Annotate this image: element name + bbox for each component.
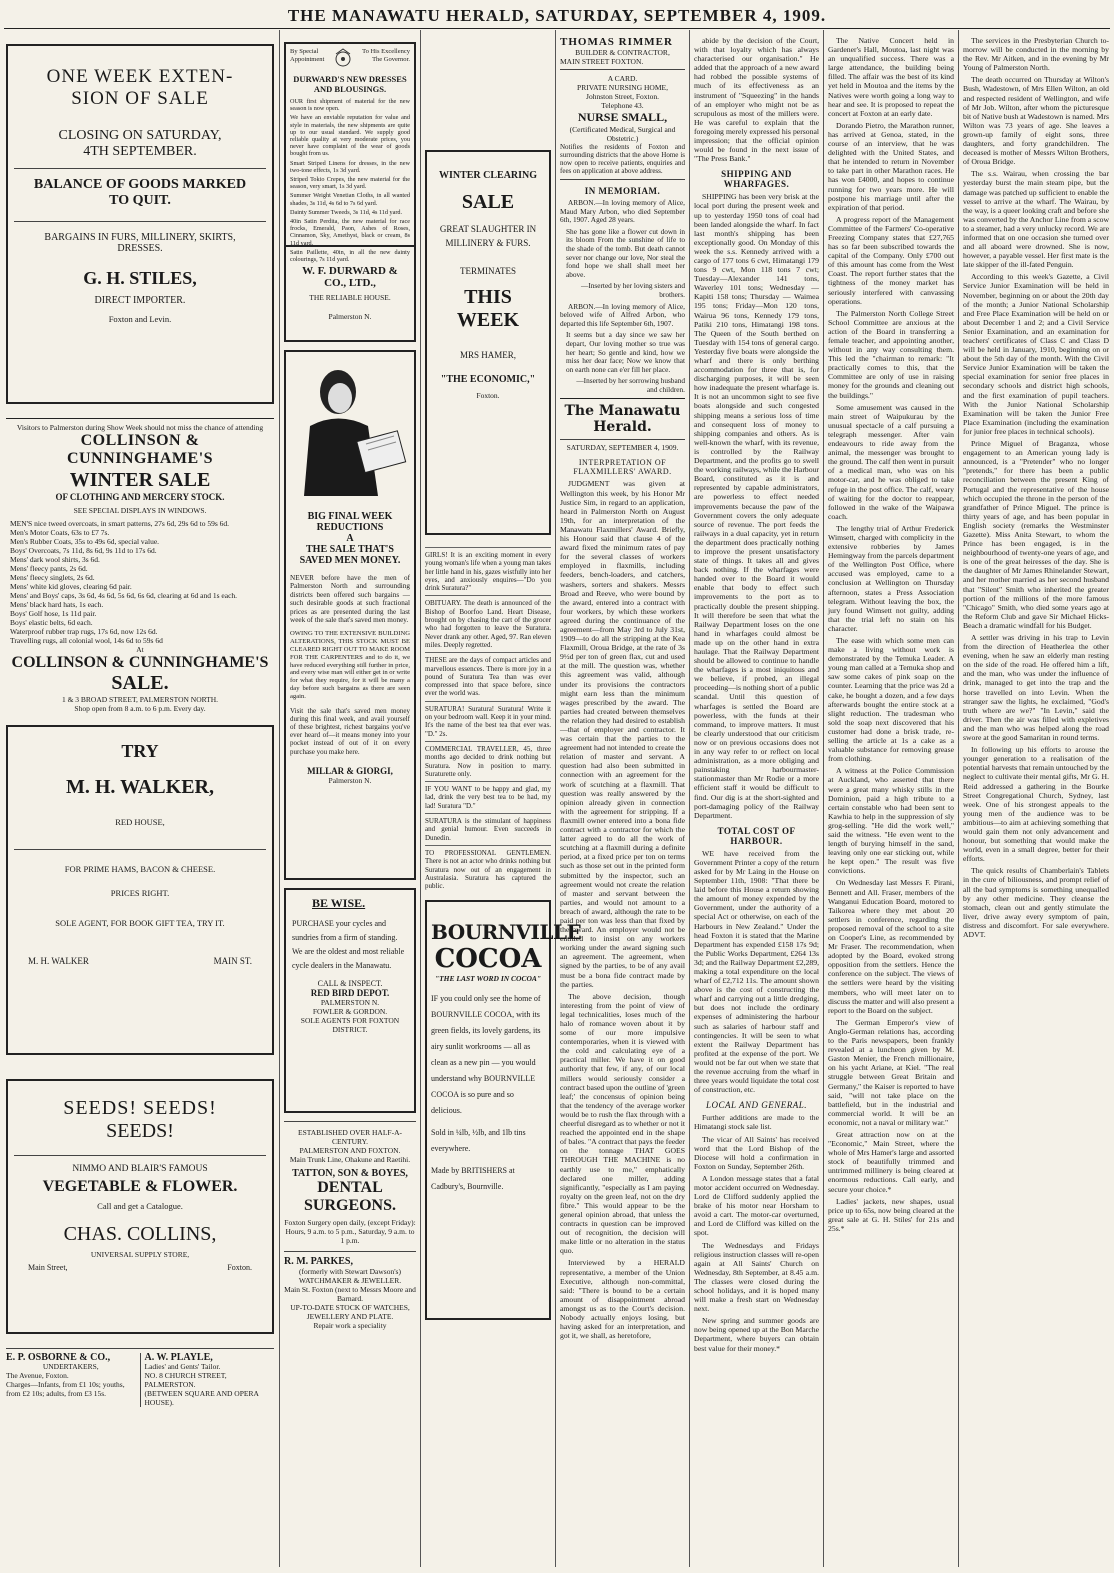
stiles-line: TO QUIT. <box>109 192 171 208</box>
rimmer-title: BUILDER & CONTRACTOR, <box>575 48 670 57</box>
collinson-at: At <box>136 644 144 654</box>
memoriam-notice: ARBON.—In loving memory of Alice, Maud Mary Arbon, who died September 6th, 1907. Aged 28 years. <box>560 198 685 225</box>
walker-name: M. H. WALKER, <box>66 775 214 798</box>
suratura-notice: THESE are the days of compact articles and marvellous essences. There is more joy in a pound of Suratura Tea than was ever compressed into that space before, since ever the world was. <box>425 652 551 697</box>
news-paragraph: Ladies' jackets, new shapes, usual price up to 65s, now being cleared at the great sale at G. H. Stiles' for 21s and 25s.* <box>828 1196 954 1233</box>
tatton-dental: DENTAL <box>317 1179 383 1196</box>
osborne-charges: Charges—Infants, from £1 10s; youths, from £2 10s; adults, from £3 15s. <box>6 1380 125 1399</box>
seeds-address-1: Main Street, <box>28 1262 68 1272</box>
wise-heading: BE WISE. <box>312 896 366 910</box>
nurse-home: PRIVATE NURSING HOME, <box>577 83 668 92</box>
column-rule <box>689 30 690 1567</box>
suratura-notices <box>425 547 551 890</box>
collinson-item: Boys' elastic belts, 6d each. <box>10 617 93 627</box>
memoriam-heading: IN MEMORIAM. <box>584 186 661 196</box>
durward-body <box>290 98 410 263</box>
durward-paragraph: We have an enviable reputation for value and style in materials, the new shipments are quite up to our usual standard. We supply good reliable quality at very moderate prices, you never have complaint of the wear of goods bought from us. <box>290 114 410 158</box>
durward-paragraph: Summer Weight Venetian Cloths, in all wanted shades, 3s 11d, 4s 6d to 7s 6d yard. <box>290 192 410 207</box>
nurse-card: A CARD. <box>607 74 638 83</box>
royal-crest-icon <box>332 48 354 68</box>
collinson-sale-2: SALE. <box>111 672 169 695</box>
hamer-line: GREAT SLAUGHTER IN <box>439 224 537 234</box>
herald-heading: INTERPRETATION OF FLAXMILLERS' AWARD. <box>573 458 672 477</box>
stiles-line: 4TH SEPTEMBER. <box>83 143 197 159</box>
editorial-paragraph: abide by the decision of the Court, with that loyalty which has always characterised our organisation." He added that the approach of a new award had robbed the possible systems of much of its effectiveness as an instrument of "Squeezing" in the hands of an employer who might not be as scrupulous as most of the millers were. He was careful to explain that the foregoing merely expressed his personal impression; that the official opinion would be found in the next issue of "The Press Bank." <box>694 36 819 164</box>
column-rule <box>555 30 556 1567</box>
durward-paragraph: OUR first shipment of material for the new season is now open. <box>290 98 410 113</box>
memoriam <box>560 199 685 394</box>
collinson-item: Mens' fleecy pants, 2s 6d. <box>10 563 88 573</box>
news-paragraph: The death occurred on Thursday at Wilton's Bush, Wadestown, of Mrs Ellen Wilton, an old and respected resident of Wellington, and wife of Mr Job. Wilton, after whom the picturesque bit of Native bush at Wadestown is named. Mrs Wilton was 73 years of age. She leaves a grown-up family of eight sons, three daughters, and forty grandchildren. The deceased is mother of Messrs Wilton Brothers, of Oroua Bridge. <box>963 75 1109 167</box>
millar-name: MILLAR & GIORGI, <box>307 765 393 776</box>
walker-try: TRY <box>121 741 159 762</box>
news-items <box>963 36 1109 939</box>
hamer-line: SALE <box>461 191 515 213</box>
seeds-line: NIMMO AND BLAIR'S FAMOUS <box>72 1164 208 1175</box>
hamer-line: "THE ECONOMIC," <box>440 374 536 385</box>
cocoa-title: COCOA <box>434 944 542 975</box>
rimmer-address: MAIN STREET FOXTON. <box>560 57 644 66</box>
shipping-heading: SHIPPING AND WHARFAGES. <box>721 169 792 190</box>
suratura-notice: COMMERCIAL TRAVELLER, 45, three months ago decided to drink nothing but Suratura. Now in position to marry. Suraturette only. <box>425 741 551 778</box>
column-6 <box>828 30 954 1567</box>
playle-advert <box>140 1353 275 1407</box>
cocoa-paragraph: Sold in ¼lb, ½lb, and 1lb tins everywhere. <box>431 1128 526 1154</box>
walker-advert <box>6 725 274 1055</box>
millar-visit: Visit the sale that's saved men money during this final week, and avail yourself of these brightest, richest bargains you've ever heard of—it means money into your pocket instead of out of it on every purchase you make here. <box>290 706 410 756</box>
cocoa-paragraph: Made by BRITISHERS at Cadbury's, Bournville. <box>431 1166 515 1192</box>
suratura-notice: GIRLS! It is an exciting moment in every young woman's life when a young man takes her little hand in his, gazes wistfully into her eyes, and anxiously enquires—"Do you drink Suratura?" <box>425 547 551 592</box>
parkes-address: Main St. Foxton (next to Messrs Moore and Barnard. <box>284 1285 416 1303</box>
shipping-paragraph: SHIPPING has been very brisk at the local port during the present week and up to yesterday 1950 tons of coal had been landed alongside the wharf. In fact last month's shipping has been exceptionally good. On Monday of this week the s.s. Kennedy arrived with a cargo of 177 tons 6 cwt, Himatangi 179 tons 9 cwt, Mon 118 tons 7 cwt; Tuesday—Alexander 141 tons, Waverley 101 tons; Wednesday — Kapiti 158 tons; Thursday — Waimea 195 tons; Friday—Mon 120 tons, Wairua 96 tons, Kennedy 179 tons, Patiki 210 tons, Himatangi 198 tons. The Queen of the South berthed on Tuesday with 154 tons of general cargo. Yesterday five boats were alongside the wharf and there is only berthing accommodation for three that is, for discharging purposes, it will be seen how inadequate the present wharfage is. It is not an uncommon sight to see five boats alongside and such congested shipping means a serious loss of time and consequent loss of money to shipping companies and others. As is well-known the wharf, with its revenue, is controlled by the Railway Department, and the profits go to swell the working railways, while the Harbour Board, constituted as it is and represented by capable administrators, are powerless to effect needed improvements because the paw of the Government covers the only adequate source of revenue. The port feeds the railways in a dual capacity, yet in return the department does practically nothing to improve the present unsatisfactory state of things. It takes all and gives back nothing. If the wharfages were handed over to the Board it would enable that body to effect such improvements to the port as to practically double the present shipping. It will therefore be seen that what the Railway Department loses on the one hand in wharfages could almost be made up on the other hand in extra haulage. That the Railway Department should be allowed to continue to handle the wharfages is a most iniquitous and we believe, if probed, an illegal proceeding—is nothing short of a public scandal. Until this question of wharfages is settled the Board are powerless, with the funds at their command, to improve matters. It must be clearly understood that our criticism now or on previous occasions does not in any way refer to or reflect on local administration, as a more obliging and painstaking harbourmaster-stationmaster than Mr Rodie or a more efficient staff it would be difficult to find. Our dig is at the short-sighted and port-damaging policy of the Railway Department. <box>694 192 819 820</box>
news-paragraph: Some amusement was caused in the main street of Waipukurau by the unusual spectacle of a calf pursuing a telegraph messenger. After vain endeavours to ride away from the animal, the messenger was brought to the ground. The calf then went in pursuit of a medical man, who was on his motor-car, and he was obliged to take refuge in the post office. The calf, weary of waiting for the doctor to reappear, followed in the wake of the Waipawa coach. <box>828 402 954 521</box>
news-paragraph: Great attraction now on at the "Economic," Main Street, where the whole of Mrs Hamer's large and assorted stock of beautifully trimmed and untrimmed millinery is being cleared at enormous reductions. Call early, and secure your choice.* <box>828 1129 954 1194</box>
walker-for: FOR PRIME HAMS, BACON & CHEESE. <box>64 863 216 874</box>
durward-paragraph: Striped Tokio Crepes, the new material for the season, very smart, 1s 3d yard. <box>290 176 410 191</box>
playle-name: A. W. PLAYLE, <box>144 1352 213 1364</box>
tatton-loc: PALMERSTON AND FOXTON. <box>299 1146 401 1155</box>
parkes-stock: UP-TO-DATE STOCK OF WATCHES, JEWELLERY AND PLATE. <box>290 1303 410 1321</box>
news-paragraph: The Palmerston North College Street School Committee are anxious at the action of the Board in transferring a female teacher, and appointing another, without in any way consulting them. This led the "chairman to remark: "It practically comes to this, that the Committee are only of use in raising money for the grounds and cleaning out the buildings." <box>828 308 954 400</box>
collinson-see: SEE SPECIAL DISPLAYS IN WINDOWS. <box>73 505 207 515</box>
divider <box>14 168 266 169</box>
collinson-intro: Visitors to Palmerston during Show Week should not miss the chance of attending <box>16 423 264 432</box>
man-reading-illustration <box>290 356 410 506</box>
wise-advert <box>284 888 416 1113</box>
collinson-name-2: COLLINSON & CUNNINGHAME'S <box>11 653 269 671</box>
herald-nameplate <box>560 398 685 440</box>
collinson-advert <box>6 418 274 713</box>
seeds-line: VEGETABLE & FLOWER. <box>42 1178 238 1196</box>
suratura-notice: OBITUARY. The death is announced of the Bishop of Boorfoo Land. Heart Disease, brought on by chasing the cart of the grocer who had forgotten to leave the Suratura. Never drank any other. Aged, 97. Ran eleven miles. Deeply regretted. <box>425 595 551 649</box>
harbour-heading: TOTAL COST OF HARBOUR. <box>717 825 796 846</box>
durward-heading: DURWARD'S NEW DRESSES AND BLOUSINGS. <box>293 74 407 94</box>
cocoa-paragraph: IF you could only see the home of BOURNVILLE COCOA, with its green fields, its lovely gardens, its airy sunlit workrooms — all as clean as a new pin — you would understand why BOURNVILLE COCOA is so pure and so delicious. <box>431 994 541 1116</box>
column-1 <box>6 30 274 1567</box>
stiles-line: DRESSES. <box>117 243 163 255</box>
memoriam-notice: ARBON.—In loving memory of Alice, beloved wife of Alfred Arbon, who departed this life September 6th, 1907. <box>560 301 685 328</box>
herald-date: SATURDAY, SEPTEMBER 4, 1909. <box>566 443 679 453</box>
masthead-rule <box>4 28 1110 29</box>
playle-title: Ladies' and Gents' Tailor. <box>144 1362 221 1372</box>
news-items <box>828 36 954 1233</box>
nurse-body: Notifies the residents of Foxton and surrounding districts that the above Home is now open to receive patients, enquiries and fees on application at above address. <box>560 143 685 175</box>
editorial-paragraph: JUDGMENT was given at Wellington this week, by his Honor Mr Justice Sim, in regard to an application, heard in Palmerston North on August 19th, for an interpretation of the Manawatu Flaxmillers' Award. Briefly, his Honour said that clause 4 of the award fixed the minimum rates of pay for the several classes of workers employed in flaxmills, including feeders, bench-loaders, and catchers, washers, sorters and shakers. Messrs Broad and Reeve, who were bound by the award, entered into a contract with four workers, by which these workers agreed during the continuance of the agreement—from May 3rd to July 31st, 1909—to do all the stripping at the Kea Flaxmill, Oroua Bridge, at the rate of 3s 9½d per ton of green flax, cut and used at the mill. The question was, whether this agreement was valid, although under its provisions the contractors might earn less than the minimum wages prescribed by the award. The parties had created between themselves the relation they had desired to establish—that of employer and contractor. It was certain that the parties to the agreement had not intended to create the relation of master and servant. A question had also been submitted in connection with an agreement for the work of scutching at a flaxmill. That question was really answered by the opinion already given in connection with the agreement for stripping. If a flaxmill owner entered into a bona fide contract with a contractor for which the latter agreed to do all the work of scutching at a flaxmill during a definite period, at a fixed price per ton on terms such as those set out in the printed form submitted by the inspector, such an agreement would not create the relation of master and servant between the parties, and would not amount to a breach of award, although the rate to be paid per ton was less than that fixed by the award. An employer would not be entitled to insist on any workers working under the award signing such an agreement. The agreement, when signed by the parties, to be of any avail must be a bona fide contract made by the parties. <box>560 479 685 989</box>
column-rule <box>420 30 421 1567</box>
collinson-sale: WINTER SALE <box>69 468 211 491</box>
walker-footer <box>14 956 266 966</box>
walker-signature: M. H. WALKER <box>28 955 89 966</box>
durward-excellency: To His Excellency <box>362 48 410 55</box>
osborne-advert <box>6 1353 136 1407</box>
durward-governor: The Governor. <box>372 56 410 63</box>
walker-street: MAIN ST. <box>213 955 252 966</box>
millar-line: REDUCTIONS <box>316 522 384 533</box>
seeds-line: Call and get a Catalogue. <box>97 1200 183 1211</box>
wise-agents: SOLE AGENTS FOR FOXTON DISTRICT. <box>300 1016 400 1034</box>
hamer-line: MILLINERY & FURS. <box>445 238 531 248</box>
playle-address: NO. 8 CHURCH STREET, PALMERSTON. <box>144 1371 227 1390</box>
news-paragraph: In following up his efforts to arouse the younger generation to a realisation of the potential harvests that remain untouched by the neglect to cultivate their mental gifts, Mr G. H. Reid addressed a gathering in the Bourke Street Congregational Church, Sydney, last week. One of his strongest appeals to the young men of the audience was to be ambitious—to aim at achieving something that would gain them not only advancement and honour, but something that would make the world, even in a small degree, better for their efforts. <box>963 745 1109 864</box>
durward-loc: Palmerston N. <box>328 312 372 321</box>
collinson-item: MEN'S nice tweed overcoats, in smart patterns, 27s 6d, 29s 6d to 59s 6d. <box>10 518 230 528</box>
news-paragraph: According to this week's Gazette, a Civil Service Junior Examination will be held in November, beginning on or about the 20th day of the month; a Junior National Scholarship and Free Place Examination will be held on or about December 1 and 2; and a Civil Service Senior Examination, and an examination for teachers' certificates of Class C and Class D will be held in January, 1910, beginning on or about the 5th day of the month. With the Civil Service Junior Examination will be taken the special examination for senior free places in secondary schools and district high schools, and the first examination of pupil teachers. With the Junior National Scholarship Examination will be taken the Junior Free Place Examination (including the examination for junior free places in technical schools). <box>963 272 1109 436</box>
playle-note: (BETWEEN SQUARE AND OPERA HOUSE). <box>144 1389 259 1408</box>
news-paragraph: A witness at the Police Commission at Auckland, who asserted that there were a great many whisky stills in the Dominion, paid a high tribute to a certain constable who had been sent to Kawhia to help in the suppression of sly grog-selling. "He did the work well," said the witness. "He even went to the length of burying himself in the sand, leaving only one ear sticking out, while he kept open." The result was five convictions. <box>828 766 954 876</box>
nurse-advert <box>560 74 685 180</box>
harbour-article <box>694 849 819 1095</box>
column-5 <box>694 30 819 1567</box>
tatton-hours: Foxton Surgery open daily, (except Friday): Hours, 9 a.m. to 5 p.m., Saturday, 9 a.m. to 1 p.m. <box>284 1218 416 1245</box>
local-news <box>694 1113 819 1352</box>
durward-paragraph: Smart Striped Linens for dresses, in the new two-tone effects, 1s 3d yard. <box>290 159 410 174</box>
tatton-name: TATTON, SON & BOYES, <box>292 1168 408 1179</box>
hamer-line: TERMINATES <box>460 266 516 276</box>
hamer-advert <box>425 150 551 535</box>
durward-paragraph: Dainty Summer Tweeds, 3s 11d, 4s 11d yard. <box>290 208 403 216</box>
memoriam-verse: It seems but a day since we saw her depart, Our loving mother so true was her heart; So gentle and kind, how we miss her dear face; Now we know that on earth none can e'er fill her place. <box>566 330 685 374</box>
tatton-est: ESTABLISHED OVER HALF-A-CENTURY. <box>298 1128 402 1146</box>
collinson-hours: Shop open from 8 a.m. to 6 p.m. Every day. <box>74 704 206 714</box>
wise-body: PURCHASE your cycles and sundries from a firm of standing. We are the oldest and most reliable cycle dealers in the Manawatu. <box>292 919 405 970</box>
durward-special: By Special <box>290 48 319 55</box>
osborne-address: The Avenue, Foxton. <box>6 1371 69 1381</box>
local-news-paragraph: A London message states that a fatal motor accident occurred on Wednesday. Lord de Clifford suddenly applied the brake of his motor near Horsham to avoid a cart. The motor-car overturned, and Lord de Clifford was killed on the spot. <box>694 1173 819 1238</box>
editorial-paragraph: The above decision, though interesting from the point of view of legal technicalities, loses much of the halo of romance woven about it by some of our more impulsive contemporaries, when it is viewed with the cold and calculating eye of a practical miller. We have it on good authority that few, if any, of our local millers would seriously consider a contract based upon the outline of 'green leaf;' the concensus of opinion being that the tendency of the average worker would be to rush the flax through with a cheerful disregard as to whether or not it reached the appointed end in the shape of bales. "A contract that pays the feeder on the tonnage THAT GOES THROUGH THE MACHINE is no earthly use to me," emphatically declared one miller, adding significantly, "especially as I am paying royalty on the green leaf, not on the dry fibre." This would appear to be the general opinion abroad, that unless the contracts in question can be improved out of recognition, the decision will make little or no alteration in the status quo. <box>560 991 685 1256</box>
divider <box>14 221 266 222</box>
millar-owing: OWING TO THE EXTENSIVE BUILDING ALTERATIONS, THIS STOCK MUST BE CLEARED RIGHT OUT TO MAKE ROOM FOR THE CARPENTERS and to do it, we have reduced everything still further in price, and every wise man will either get in or write for what they require, for it will be many a day before such bargains as there are seen again. <box>290 630 410 700</box>
news-paragraph: The Native Concert held in Gardener's Hall, Moutoa, last night was an unqualified success. There was a large attendance, the building being filled. The affair was the best of its kind yet held in Moutoa and the items by the Natives were worth going a long way to hear and see. It is proposed to repeat the concert at Foxton at an early date. <box>828 36 954 118</box>
walker-prices: PRICES RIGHT. <box>110 887 170 898</box>
seeds-advert <box>6 1079 274 1334</box>
shipping-article <box>694 192 819 819</box>
stiles-line: ONE WEEK EXTEN- <box>46 66 234 87</box>
collinson-name: COLLINSON & CUNNINGHAME'S <box>66 432 214 468</box>
news-paragraph: The s.s. Wairau, when crossing the bar yesterday burst the main steam pipe, but the damage was patched up sufficient to enable the vessel to arrive at the wharf. The Wairau, by the way, is a queer looking craft and before she was converted by the Anchor Line from a scow to a steamer, had a very unlucky record. We are informed that on one occasion she turned over and all aboard were drowned. She is now, however, a payable vessel. Her first mate is the late skipper of the ill-fated Penguin. <box>963 169 1109 270</box>
parkes-repair: Repair work a speciality <box>313 1321 387 1330</box>
millar-line: BIG FINAL WEEK <box>307 511 393 522</box>
suratura-notice: SURATURA! Suratura! Suratura! Write it on your bedroom wall. Keep it in your mind. It's the name of the best tea that ever was. "D." 2s. <box>425 701 551 738</box>
news-paragraph: The lengthy trial of Arthur Frederick Wimsett, charged with complicity in the extensive robberies by James Hemingway from the parcels department of the Wellington Post Office, where accused was employed, came to a conclusion at Wellington on Thursday afternoon, states a Press Association telegram. Without leaving the box, the jury found Wimsett not guilty, adding that the trial left no stain on his character. <box>828 523 954 633</box>
tatton-trunk: Main Trunk Line, Ohakune and Raetihi. <box>289 1155 411 1164</box>
seeds-address-2: Foxton. <box>227 1262 252 1272</box>
osborne-title: UNDERTAKERS, <box>42 1362 99 1372</box>
millar-loc: Palmerston N. <box>328 775 372 785</box>
collinson-item: Mens' white kid gloves, clearing 6d pair. <box>10 581 132 591</box>
bournville-title: BOURNVILLE <box>431 920 582 945</box>
collinson-address: 1 & 3 BROAD STREET, PALMERSTON NORTH. <box>61 695 219 705</box>
seeds-store: UNIVERSAL SUPPLY STORE, <box>90 1249 190 1259</box>
memoriam-inserted: —Inserted by her sorrowing husband and children. <box>576 376 685 394</box>
collinson-stock: OF CLOTHING AND MERCERY STOCK. <box>55 491 225 502</box>
tatton-advert <box>284 1121 416 1245</box>
parkes-was: (formerly with Stewart Dawson's) <box>299 1267 401 1276</box>
seeds-name: CHAS. COLLINS, <box>63 1222 217 1245</box>
collinson-item: Mens' fleecy singlets, 2s 6d. <box>10 572 95 582</box>
seeds-line: SEEDS! SEEDS! <box>63 1097 217 1120</box>
cocoa-body <box>431 991 545 1195</box>
durward-appointment <box>290 48 410 68</box>
column-7 <box>963 30 1109 1567</box>
hamer-line: MRS HAMER, <box>459 350 516 360</box>
millar-line: THE SALE THAT'S <box>306 544 394 555</box>
tatton-surgeons: SURGEONS. <box>303 1197 397 1214</box>
news-paragraph: Dorando Pietro, the Marathon runner, has arrived at Genoa, stated, in the course of an interview, that he was delighted with the United States, and that he intended to return in November to take part in other Marathon races. He has won £4000, and hopes to continue running for two years more. He will postpone his marriage until after the expiration of that period. <box>828 120 954 212</box>
walker-house: RED HOUSE, <box>115 816 165 827</box>
millar-line: A <box>346 533 354 544</box>
column-4 <box>560 30 685 1567</box>
divider <box>14 849 266 850</box>
news-paragraph: Prince Miguel of Braganza, whose engagement to an American young lady is announced, is a "Pretender" who no longer "pretends," for there has been a public reconciliation between the present King of Portugal and the representative of the house which occupied the throne in the person of the grandfather of Prince Miguel. The prince is thirty years of age, and has been popular in English society (remarks the Westminster Gazette). Miss Anita Stewart, to whom the Prince has been engaged, is in the neighbourhood of twenty-one years of age, and is one of the great heiresses of the day. She is the daughter of Mr James Rhinelander Stewart, and her mother married as her second husband that "Silent" Smith who inherited the greater portion of the millions of the more famous "Chicago" Smith, who died some years ago at the Reform Club and gave Sir Michael Hicks-Beach a dramatic windfall for his Budget. <box>963 439 1109 630</box>
news-paragraph: The services in the Presbyterian Church to-morrow will be conducted in the morning by the Rev. Mr Aitken, and in the evening by Mr Young of Palmerston North. <box>963 36 1109 73</box>
news-paragraph: A settler was driving in his trap to Levin from the direction of Heatherlea the other evening, when he saw an elderly man resting on the side of the road. He offered him a lift, and the man, who was under the influence of drink, managed to get into the trap and the horse travelled on into Levin. When the stranger saw the lights, he exclaimed, "God's truth where are we?" "In Levin," said the driver. Then the air was filled with expletives and the man who was helped along the road swore at the good Samaritan in round terms. <box>963 633 1109 743</box>
news-paragraph: The German Emperor's view of Anglo-German relations has, according to the Paris newspapers, been frankly revealed at a luncheon given by M. Gaston Menier, the French millionaire, on his yacht Ariane, at Kiel. "The real struggle between Great Britain and Germany," the Kaiser is reported to have said, "will not take place on the battlefield, but in the industrial and commercial world. It will be an economic, not a naval or military war." <box>828 1017 954 1127</box>
suratura-notice: SURATURA is the stimulant of happiness and genial humour. Even succeeds in Dunedin. <box>425 813 551 842</box>
wise-firm: FOWLER & GORDON. <box>312 1007 388 1016</box>
hamer-line: THIS WEEK <box>456 286 520 331</box>
herald-editorial <box>560 479 685 1340</box>
local-heading: LOCAL AND GENERAL. <box>706 1100 807 1111</box>
nurse-name: NURSE SMALL, <box>577 110 668 124</box>
seeds-address <box>14 1259 266 1276</box>
durward-paragraph: Satin Paillette, 40in, in all the new dainty colourings, 7s 11d yard. <box>290 248 410 264</box>
durward-paragraph: 40in Satin Perdita, the new material for race frocks, Emerald, Paon, Ashes of Roses, Cinnamon, Sky, Amethyst, black or cream, 8s 11d yard. <box>290 218 410 247</box>
hamer-loc: Foxton. <box>476 391 500 400</box>
column-3 <box>425 30 582 1567</box>
memoriam-verse: She has gone like a flower cut down in its bloom From the sunshine of life to the shade of the tomb. But death cannot sever nor change our love, Nor steal the fond hope we shall shall meet her above. <box>566 226 685 279</box>
stiles-name: G. H. STILES, <box>83 268 197 289</box>
collinson-item: Mens' black hard hats, 1s each. <box>10 599 104 609</box>
local-news-paragraph: The vicar of All Saints' has received word that the Lord Bishop of the Diocese will hold a confirmation in Foxton on Sunday, September 26th. <box>694 1134 819 1171</box>
editorial-paragraph: Interviewed by a HERALD representative, a member of the Union Executive, although non-committal, said: "There is bound to be a certain amount of disappointment abroad amongst us as to the Court's decision. Nobody actually enjoys losing, but having asked for an interpretation, and got it, we shall, as heretofore, <box>560 1258 685 1341</box>
divider <box>14 1155 266 1156</box>
stiles-line: SION OF SALE <box>71 87 209 109</box>
news-paragraph: The ease with which some men can make a living without work is demonstrated by the Temuka Leader. A young man called at a Temuka shop and saw some cakes of pink soap on the counter. Learning that the price was 2d a cake, he bought a dozen, and a few days afterwards bought the entire stock at a slight reduction. The tradesman who sold the soap next discovered that his customer had done a brisk trade, re-selling the article at 1s a cake as a valuable substance for removing grease from clothing. <box>828 636 954 764</box>
herald-title: The Manawatu Herald. <box>564 403 681 436</box>
rimmer-name: THOMAS RIMMER <box>560 36 673 48</box>
walker-agent: SOLE AGENT, FOR BOOK GIFT TEA, TRY IT. <box>55 917 225 928</box>
collinson-items <box>6 519 274 645</box>
collinson-item: Boys' Overcoats, 7s 11d, 8s 6d, 9s 11d to 17s 6d. <box>10 545 157 555</box>
osborne-name: E. P. OSBORNE & CO., <box>6 1352 111 1364</box>
wise-name: RED BIRD DEPOT. <box>310 988 390 998</box>
news-paragraph: A progress report of the Management Committee of the Farmers' Co-operative Freezing Company states that £27,765 has so far been subscribed towards the capital of the Company. Only £700 out of this amount has come from the West Coast. The report further states that the tightness of the money market has seriously interfered with canvassing operations. <box>828 214 954 306</box>
durward-name: W. F. DURWARD & CO., LTD., <box>302 265 398 289</box>
millar-line: SAVED MEN MONEY. <box>299 555 401 566</box>
nurse-telephone: Telephone 43. <box>601 101 644 110</box>
seeds-line: SEEDS! <box>106 1120 174 1143</box>
bournville-advert <box>425 900 582 1320</box>
stiles-sub: DIRECT IMPORTER. <box>94 294 186 306</box>
column-2 <box>284 30 416 1567</box>
column-rule <box>823 30 824 1567</box>
nurse-cert: (Certificated Medical, Surgical and Obstetric.) <box>569 125 676 143</box>
column-rule <box>279 30 280 1567</box>
collinson-item: Men's Motor Coats, 63s to £7 7s. <box>10 527 110 537</box>
collinson-item: Boys' Golf hose, 1s 11d pair. <box>10 608 97 618</box>
masthead: THE MANAWATU HERALD, SATURDAY, SEPTEMBER 4, 1909. <box>287 6 827 25</box>
stiles-line: CLOSING ON SATURDAY, <box>58 127 222 143</box>
stiles-line: BARGAINS IN FURS, MILLINERY, SKIRTS, <box>44 232 236 244</box>
stiles-line: BALANCE OF GOODS MARKED <box>33 176 247 192</box>
harbour-paragraph: WE have received from the Government Printer a copy of the return asked for by Mr Laing in the House on September 11th, 1908: "That there be laid before this House a return showing the amount of money expended by the Government, under the authority of a special Act or otherwise, on each of the Harbours in New Zealand." Under the head Foxton it is stated that the Marine Department has expended £158 17s 9d; the Public Works Department, £264 13s 3d; and the Railway Department £2,289, making a total expenditure on the local wharf of £2,712 11s. The amount shown above is the cost of constructing the wharf and carrying out a little dredging, but does not include the ordinary expenses of administering the harbour such as salaries of harbour staff and contingencies. It will be seen to what extent the Railway Department has profited at the expense of the port. We would not be far out when we state that the revenue accruing from the wharf in three years would liquidate the total cost of construction, etc. <box>694 848 819 1095</box>
editorial-continued <box>694 36 819 163</box>
durward-sub: THE RELIABLE HOUSE. <box>309 293 391 302</box>
stiles-advert <box>6 44 274 404</box>
parkes-advert <box>284 1251 416 1330</box>
local-news-paragraph: New spring and summer goods are now being opened up at the Bon Marche Department, where buyers can obtain best value for their money.* <box>694 1316 819 1353</box>
bottom-adverts <box>6 1348 274 1407</box>
memoriam-inserted: —Inserted by her loving sisters and brothers. <box>581 281 685 299</box>
suratura-notice: IF YOU WANT to be happy and glad, my lad, drink the very best tea to be had, my lad! Suratura "D." <box>425 781 551 810</box>
durward-appointment-label: Appointment <box>290 56 325 63</box>
durward-advert <box>284 42 416 264</box>
collinson-item: Mens' dark wool shirts, 3s 6d. <box>10 554 100 564</box>
millar-advert <box>284 350 416 880</box>
column-rule <box>958 30 959 1567</box>
millar-body: NEVER before have the men of Palmerston North and surrounding districts been offered such bargains — such desirable goods at such fractional prices as are presented during the last week of the sale that's saved men money. <box>290 574 410 625</box>
stiles-loc: Foxton and Levin. <box>108 313 172 324</box>
nurse-street: Johnston Street, Foxton. <box>586 92 659 101</box>
wise-loc: PALMERSTON N. <box>320 998 380 1007</box>
collinson-item: Mens' and Boys' caps, 3s 6d, 4s 6d, 5s 6d, 6s 6d, clearing at 6d and 1s each. <box>10 590 238 600</box>
parkes-title: WATCHMAKER & JEWELLER. <box>298 1276 402 1285</box>
collinson-item: Travelling rugs, all colonial wool, 14s 6d to 59s 6d <box>10 635 163 645</box>
parkes-name: R. M. PARKES, <box>284 1256 353 1267</box>
hamer-line: WINTER CLEARING <box>438 170 538 181</box>
news-paragraph: The quick results of Chamberlain's Tablets in the cure of biliousness, and prompt relief of all the bad symptoms is something unequalled by any other medicine. They cleanse the stomach, clean out and gently stimulate the liver, drive away every symptom of pain, distress and discomfort. For sale everywhere. ADVT. <box>963 866 1109 939</box>
suratura-notice: TO PROFESSIONAL GENTLEMEN. There is not an actor who drinks nothing but Suratura now out of an engagement in Australasia. Suratura has captured the public. <box>425 845 551 890</box>
local-news-paragraph: Further additions are made to the Himatangi stock sale list. <box>694 1113 819 1132</box>
local-news-paragraph: The Wednesdays and Fridays religious instruction classes will re-open again at All Saints' Church on Wednesday, 8th September, at 8.45 a.m. The classes were closed during the school holidays, and it is hoped many will make a fresh start on Wednesday next. <box>694 1240 819 1314</box>
collinson-item: Waterproof rubber trap rugs, 17s 6d, now 12s 6d. <box>10 626 158 636</box>
cocoa-tagline: "THE LAST WORD IN COCOA" <box>434 974 542 984</box>
wise-call: CALL & INSPECT. <box>317 979 383 988</box>
news-paragraph: On Wednesday last Messrs F. Pirani, Bennett and All. Fraser, members of the Wanganui Education Board, motored to Taikorea where they met about 20 settlers in conference, regarding the proposed removal of the school to a site on Cooper's Line, as recommended by Mr Fraser. The recommendation, when adopted by the Board, evoked strong opposition from the settlers. Hence the conference on the subject. The views of the settlers were heard by the visiting members, who will meet later on to discuss the matter and will also present a report to the Board on the subject. <box>828 878 954 1015</box>
rimmer-advert <box>560 36 685 70</box>
collinson-item: Men's Rubber Coats, 35s to 49s 6d, special value. <box>10 536 160 546</box>
